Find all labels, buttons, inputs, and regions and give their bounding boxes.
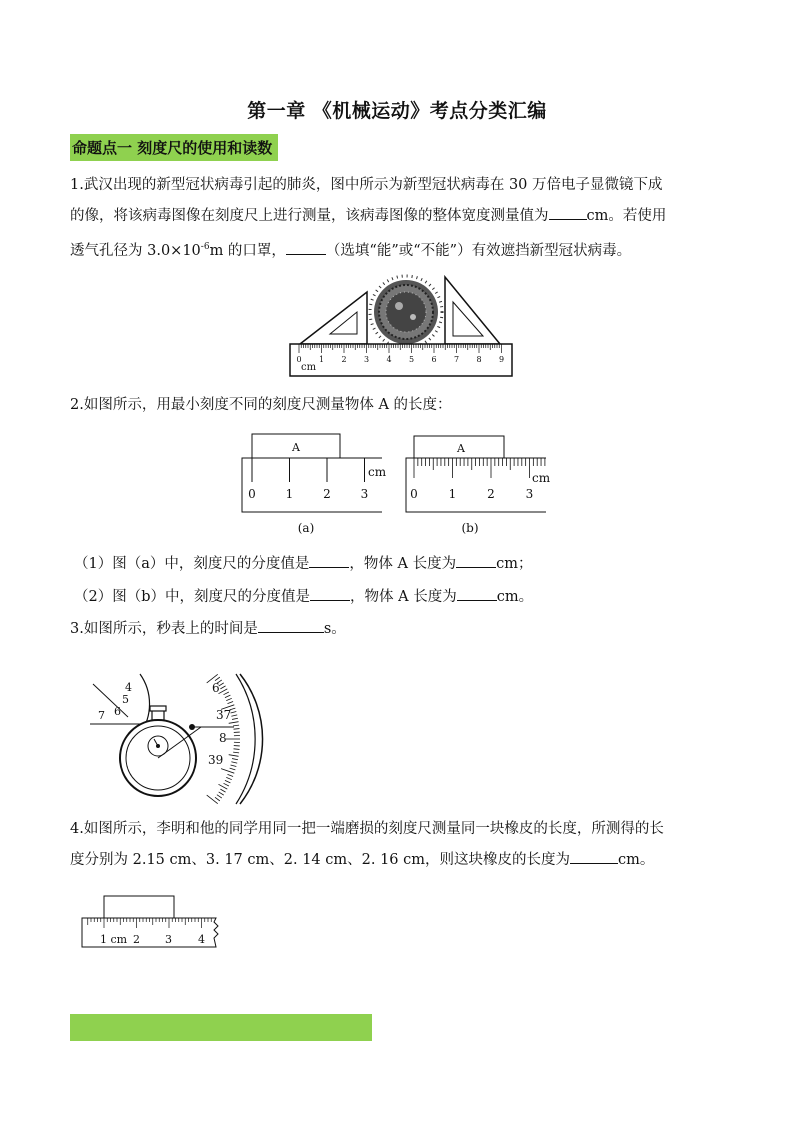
q1-text: 透气孔径为 3.0×10 xyxy=(70,242,201,259)
tick xyxy=(225,695,230,698)
tick xyxy=(225,780,230,783)
tick xyxy=(219,792,224,795)
ruler-number: 1 xyxy=(448,487,457,501)
tick xyxy=(215,797,220,801)
q4-line-1: 4.如图所示，李明和他的同学用同一把一端磨损的刻度尺测量同一块橡皮的长度，所测得的长 xyxy=(70,821,664,837)
dial-number: 7 xyxy=(98,709,105,722)
tick xyxy=(217,795,222,798)
q2-text: ，物体 A 长度为 xyxy=(350,589,457,605)
exponent: -6 xyxy=(200,242,210,252)
tick xyxy=(234,729,240,730)
ruler-number: 1 xyxy=(318,355,325,364)
tick xyxy=(226,777,232,779)
dial-number: 37 xyxy=(216,708,232,722)
ruler-number: 1 xyxy=(285,487,294,501)
ruler-number: 6 xyxy=(431,355,437,364)
q1-line-3 xyxy=(70,232,730,267)
caption-b: (b) xyxy=(461,521,479,535)
answer-blank[interactable] xyxy=(310,586,350,601)
q2-text: （1）图（a）中，刻度尺的分度值是 xyxy=(74,556,310,572)
eraser-ruler-figure xyxy=(80,892,230,952)
dial-number: 6 xyxy=(114,705,121,718)
answer-blank[interactable] xyxy=(570,849,618,864)
caption-a: (a) xyxy=(297,521,315,535)
page-title: 第一章 《机械运动》考点分类汇编 xyxy=(247,100,547,122)
question-4 xyxy=(70,814,730,876)
dial-number: 8 xyxy=(219,731,227,745)
ruler-number: 4 xyxy=(386,355,392,364)
answer-blank[interactable] xyxy=(258,618,324,633)
tick xyxy=(231,762,237,763)
q4-text: cm。 xyxy=(618,852,655,868)
ruler-a-unit: cm xyxy=(368,465,387,479)
tick xyxy=(232,759,238,760)
ruler-a-ticks xyxy=(252,458,365,482)
ruler-number: 0 xyxy=(248,487,256,501)
tick xyxy=(227,774,233,776)
eraser xyxy=(104,896,174,918)
q3-text: s。 xyxy=(323,621,346,637)
answer-blank[interactable] xyxy=(309,553,349,568)
tick xyxy=(224,692,229,695)
question-3 xyxy=(70,614,730,645)
dial-number: 4 xyxy=(125,681,132,694)
q2-text: cm； xyxy=(496,556,533,572)
section-heading: 命题点一 刻度尺的使用和读数 xyxy=(70,134,278,161)
tick xyxy=(230,768,236,770)
ruler-number: 4 xyxy=(198,933,205,946)
ruler-a xyxy=(242,458,382,512)
q1-line-1: 1.武汉出现的新型冠状病毒引起的肺炎，图中所示为新型冠状病毒在 30 万倍电子显微镜下成 xyxy=(70,177,663,193)
q2-text: ，物体 A 长度为 xyxy=(349,556,457,572)
q4-line-2 xyxy=(70,845,730,876)
tick xyxy=(231,711,237,713)
answer-blank[interactable] xyxy=(456,553,496,568)
big-dial-outer-arc xyxy=(240,674,263,804)
tick xyxy=(218,689,227,694)
ruler-a-numbers xyxy=(248,487,368,501)
second-pointer-dot xyxy=(189,724,195,730)
q2-text: cm。 xyxy=(496,589,534,605)
tick xyxy=(229,755,239,757)
ruler-b-ticks xyxy=(414,458,545,478)
ruler-number: 1 cm xyxy=(100,933,128,946)
ruler-number: 7 xyxy=(453,355,460,364)
tick xyxy=(207,795,218,804)
ruler-number: 0 xyxy=(410,487,418,501)
answer-blank[interactable] xyxy=(549,205,587,220)
question-2-sub-2 xyxy=(74,582,734,613)
ruler-number: 2 xyxy=(341,355,347,364)
object-a-label: A xyxy=(457,442,465,455)
q1-text: 的像，将该病毒图像在刻度尺上进行测量，该病毒图像的整体宽度测量值为 xyxy=(70,208,549,224)
ruler-number: 5 xyxy=(408,355,415,364)
ruler-number: 2 xyxy=(487,487,495,501)
q1-unit-text: cm。若使用 xyxy=(586,208,667,224)
tick xyxy=(227,702,233,704)
q1-line-2 xyxy=(70,201,730,232)
tick xyxy=(232,718,238,719)
virus-image xyxy=(370,276,442,348)
tick xyxy=(231,765,237,767)
tick xyxy=(226,698,232,700)
object-a-label: A xyxy=(292,441,300,454)
ruler-number: 3 xyxy=(525,487,534,501)
q3-text: 3.如图所示，秒表上的时间是 xyxy=(70,621,258,637)
ruler-b-numbers xyxy=(410,487,533,501)
ruler-number: 8 xyxy=(476,355,482,364)
tick xyxy=(220,686,225,689)
tick xyxy=(234,749,240,750)
tick xyxy=(220,789,225,792)
q1-text: （选填“能”或“不能”）有效遮挡新型冠状病毒。 xyxy=(325,242,632,259)
virus-ruler-figure xyxy=(285,272,515,382)
q1-text: m 的口罩， xyxy=(209,242,286,259)
ruler-number: 0 xyxy=(296,355,302,364)
dial-number: 39 xyxy=(208,753,224,767)
ruler-number: 3 xyxy=(363,355,370,364)
tick xyxy=(233,725,239,726)
question-1 xyxy=(70,170,730,267)
ruler-number: 3 xyxy=(360,487,369,501)
dial-number: 5 xyxy=(122,693,129,706)
ruler-figure-b xyxy=(404,432,554,537)
tick xyxy=(224,783,229,786)
answer-blank[interactable] xyxy=(286,240,326,255)
ruler-figure-a xyxy=(240,432,390,537)
answer-blank[interactable] xyxy=(457,586,497,601)
ruler-number: 9 xyxy=(498,355,505,364)
tick xyxy=(233,752,239,753)
tick xyxy=(231,715,237,716)
ruler-number: 2 xyxy=(323,487,331,501)
question-2-stem: 2.如图所示，用最小刻度不同的刻度尺测量物体 A 的长度： xyxy=(70,397,452,413)
section-bar xyxy=(70,1014,372,1041)
ruler-number: 3 xyxy=(165,933,172,946)
ruler-b-unit: cm xyxy=(532,471,551,485)
ruler-b xyxy=(406,458,546,512)
ruler-number: 2 xyxy=(133,933,140,946)
q4-text: 度分别为 2.15 cm、3. 17 cm、2. 14 cm、2. 16 cm，则这块橡皮的长度为 xyxy=(70,852,570,868)
subdial-pivot xyxy=(156,744,160,748)
big-dial-numbers xyxy=(208,681,231,767)
tick xyxy=(218,784,227,789)
dial-number: 6 xyxy=(212,681,220,695)
ruler-unit: cm xyxy=(301,362,317,373)
q2-text: （2）图（b）中，刻度尺的分度值是 xyxy=(74,589,311,605)
question-2-sub-1 xyxy=(74,549,734,580)
stopwatch-figure xyxy=(88,672,278,807)
stopwatch-button xyxy=(150,706,166,711)
